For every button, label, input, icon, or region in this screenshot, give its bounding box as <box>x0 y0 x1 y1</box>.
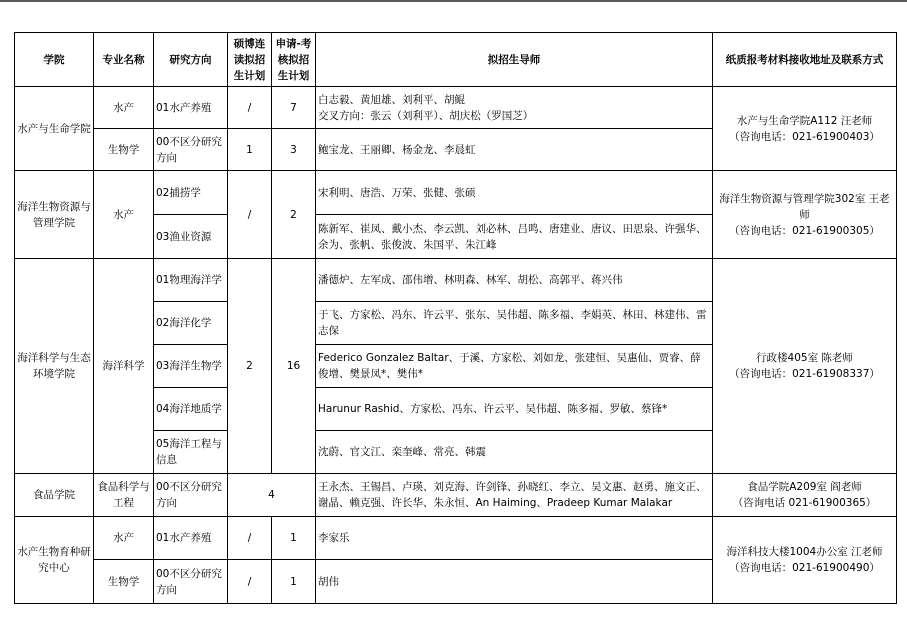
advisors-line: 交叉方向：张云（刘利平）、胡庆松（罗国芝） <box>318 109 534 122</box>
plan-a-cell: / <box>228 560 272 604</box>
plan-b-cell: 1 <box>272 560 316 604</box>
header-row <box>15 33 897 87</box>
direction-cell: 05海洋工程与信息 <box>154 431 228 474</box>
plan-b-cell: 16 <box>272 259 316 474</box>
direction-cell: 01水产养殖 <box>154 87 228 129</box>
major-cell: 生物学 <box>94 560 154 604</box>
header-plan-b: 申请-考核拟招生计划 <box>272 33 316 87</box>
direction-cell: 00不区分研究方向 <box>154 129 228 171</box>
contact-cell <box>713 87 897 171</box>
advisors-cell: 陈新军、崔凤、戴小杰、李云凯、刘必林、吕鸣、唐建业、唐议、田思泉、许强华、余为、张帆、张俊波、朱国平、朱江峰 <box>316 215 713 259</box>
major-cell: 生物学 <box>94 129 154 171</box>
advisors-cell: Harunur Rashid、方家松、冯东、许云平、吴伟超、陈多福、罗敏、蔡锋* <box>316 388 713 431</box>
major-cell: 食品科学与工程 <box>94 474 154 517</box>
contact-phone: （咨询电话：021-61900305） <box>729 224 880 237</box>
college-cell: 海洋生物资源与管理学院 <box>15 171 94 259</box>
table-row <box>15 171 897 215</box>
advisors-cell: 王永杰、王锡昌、卢瑛、刘克海、许剑锋、孙晓红、李立、吴文惠、赵勇、施文正、谢晶、赖克强、许长华、朱永恒、An Haiming、Pradeep Kumar Malakar <box>316 474 713 517</box>
plan-a-cell: / <box>228 87 272 129</box>
advisors-line: 白志毅、黄旭雄、刘利平、胡鲲 <box>318 93 465 106</box>
contact-address: 水产与生命学院A112 汪老师 <box>736 114 873 127</box>
contact-cell <box>713 474 897 517</box>
contact-phone: （咨询电话：021-61900403） <box>729 130 880 143</box>
direction-cell: 04海洋地质学 <box>154 388 228 431</box>
header-college: 学院 <box>15 33 94 87</box>
contact-cell <box>713 259 897 474</box>
contact-cell <box>713 517 897 604</box>
contact-address: 行政楼405室 陈老师 <box>756 352 853 364</box>
contact-address: 海洋科技大楼1004办公室 江老师 <box>726 546 883 558</box>
direction-cell: 02捕捞学 <box>154 171 228 215</box>
contact-phone: （咨询电话 021-61900365） <box>732 497 877 509</box>
header-direction: 研究方向 <box>154 33 228 87</box>
advisors-cell: 鲍宝龙、王丽卿、杨金龙、李晨虹 <box>316 129 713 171</box>
direction-cell: 03渔业资源 <box>154 215 228 259</box>
contact-cell <box>713 171 897 259</box>
plan-cell: 4 <box>228 474 316 517</box>
table-row <box>15 474 897 517</box>
major-cell: 水产 <box>94 87 154 129</box>
major-cell: 海洋科学 <box>94 259 154 474</box>
direction-cell: 00不区分研究方向 <box>154 474 228 517</box>
contact-address: 食品学院A209室 阎老师 <box>747 481 862 493</box>
plan-b-cell: 7 <box>272 87 316 129</box>
header-contact: 纸质报考材料接收地址及联系方式 <box>713 33 897 87</box>
plan-a-cell: / <box>228 517 272 560</box>
college-cell: 水产与生命学院 <box>15 87 94 171</box>
advisors-cell: 胡伟 <box>316 560 713 604</box>
plan-b-cell: 2 <box>272 171 316 259</box>
top-divider <box>0 0 907 2</box>
advisors-cell: Federico Gonzalez Baltar、于溪、方家松、刘如龙、张建恒、吴惠仙、贾睿、薛俊增、樊景凤*、樊伟* <box>316 345 713 388</box>
plan-a-cell: / <box>228 171 272 259</box>
college-cell: 食品学院 <box>15 474 94 517</box>
advisors-cell: 宋利明、唐浩、万荣、张健、张硕 <box>316 171 713 215</box>
major-cell: 水产 <box>94 517 154 560</box>
advisors-cell: 于飞、方家松、冯东、许云平、张东、吴伟超、陈多福、李娟英、林田、林建伟、雷志保 <box>316 302 713 345</box>
plan-b-cell: 3 <box>272 129 316 171</box>
college-cell: 海洋科学与生态环境学院 <box>15 259 94 474</box>
direction-cell: 00不区分研究方向 <box>154 560 228 604</box>
table-row <box>15 259 897 302</box>
plan-a-cell: 2 <box>228 259 272 474</box>
header-plan-a: 硕博连读拟招生计划 <box>228 33 272 87</box>
direction-cell: 01物理海洋学 <box>154 259 228 302</box>
advisors-cell: 潘德炉、左军成、邵伟增、林明森、林军、胡松、高郭平、蒋兴伟 <box>316 259 713 302</box>
header-advisors: 拟招生导师 <box>316 33 713 87</box>
direction-cell: 02海洋化学 <box>154 302 228 345</box>
advisors-cell: 沈蔚、官文江、栾奎峰、常亮、韩震 <box>316 431 713 474</box>
enrollment-table <box>14 32 897 604</box>
table-row <box>15 87 897 129</box>
major-cell: 水产 <box>94 171 154 259</box>
header-major: 专业名称 <box>94 33 154 87</box>
contact-phone: （咨询电话：021-61908337） <box>729 368 880 380</box>
plan-a-cell: 1 <box>228 129 272 171</box>
advisors-cell: 李家乐 <box>316 517 713 560</box>
direction-cell: 01水产养殖 <box>154 517 228 560</box>
contact-address: 海洋生物资源与管理学院302室 王老师 <box>719 192 890 221</box>
direction-cell: 03海洋生物学 <box>154 345 228 388</box>
advisors-cell <box>316 87 713 129</box>
college-cell: 水产生物育种研究中心 <box>15 517 94 604</box>
table-row <box>15 517 897 560</box>
plan-b-cell: 1 <box>272 517 316 560</box>
contact-phone: （咨询电话：021-61900490） <box>729 562 880 574</box>
